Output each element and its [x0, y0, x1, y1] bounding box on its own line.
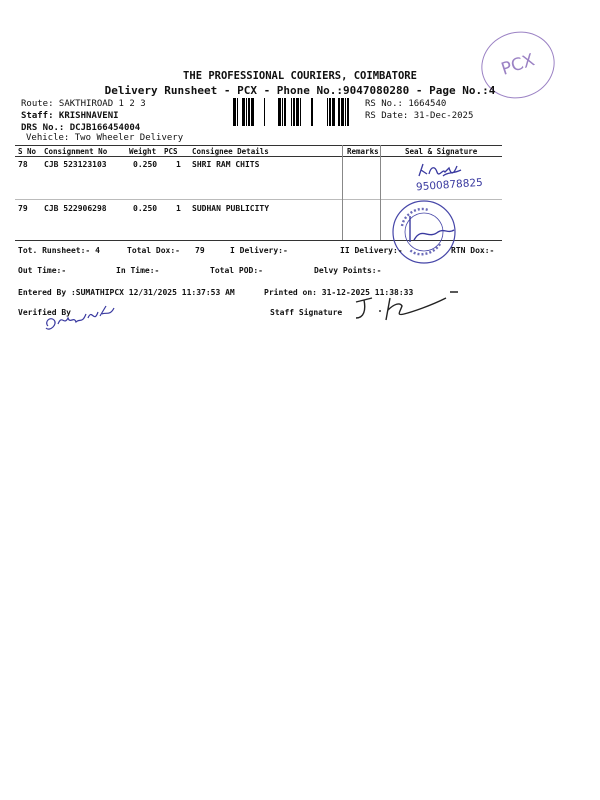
col-remarks: Remarks: [347, 147, 379, 156]
total-dox-label: Total Dox:-: [127, 246, 180, 255]
drs-number: DRS No.: DCJB166454004: [21, 123, 141, 133]
in-time: In Time:-: [116, 266, 160, 275]
vehicle-label: Vehicle: Two Wheeler Delivery: [26, 133, 184, 143]
barcode-bar: [345, 98, 346, 126]
col-consignee: Consignee Details: [192, 147, 269, 156]
tot-runsheet: Tot. Runsheet:- 4: [18, 246, 100, 255]
barcode-bar: [278, 98, 281, 126]
barcode-bar: [296, 98, 299, 126]
remarks-divider: [342, 145, 343, 240]
barcode-bar: [329, 98, 331, 126]
total-pod: Total POD:-: [210, 266, 263, 275]
row-pcs: 1: [176, 204, 181, 213]
i-delivery: I Delivery:-: [230, 246, 288, 255]
barcode-bar: [264, 98, 265, 126]
row-weight: 0.250: [133, 204, 158, 213]
barcode-bar: [242, 98, 245, 126]
row-sno: 79: [18, 204, 28, 213]
route-label: Route: SAKTHIROAD 1 2 3: [21, 99, 146, 109]
barcode-bar: [293, 98, 295, 126]
col-seal-signature: Seal & Signature: [405, 147, 478, 156]
staff-label: Staff: KRISHNAVENI: [21, 111, 119, 121]
row-sno: 78: [18, 160, 28, 169]
barcode-bar: [311, 98, 313, 126]
barcode: [233, 98, 361, 126]
company-title: THE PROFESSIONAL COURIERS, COIMBATORE: [183, 70, 417, 82]
barcode-bar: [248, 98, 250, 126]
rs-date: RS Date: 31-Dec-2025: [365, 111, 474, 121]
row-pcs: 1: [176, 160, 181, 169]
col-sno: S No: [18, 147, 37, 156]
row-consignment: CJB 523123103: [44, 160, 107, 169]
ii-delivery: II Delivery:-: [340, 246, 403, 255]
barcode-bar: [341, 98, 344, 126]
col-weight: Weight: [129, 147, 157, 156]
signature-divider: [380, 145, 381, 240]
barcode-bar: [332, 98, 335, 126]
barcode-bar: [291, 98, 292, 126]
staff-signature-label: Staff Signature: [270, 308, 343, 317]
barcode-bar: [338, 98, 340, 126]
total-dox-value: 79: [195, 246, 205, 255]
barcode-bar: [237, 98, 238, 126]
row-weight: 0.250: [133, 160, 158, 169]
rs-number: RS No.: 1664540: [365, 99, 447, 109]
recipient-phone: 9500878825: [415, 176, 484, 194]
barcode-bar: [300, 98, 301, 126]
barcode-bar: [282, 98, 283, 126]
printed-on: Printed on: 31-12-2025 11:38:33: [264, 288, 414, 297]
barcode-bar: [233, 98, 236, 126]
row-consignee: SUDHAN PUBLICITY: [192, 204, 270, 213]
company-seal: [388, 196, 460, 268]
verifier-signature: [40, 296, 120, 336]
col-pcs: PCS: [164, 147, 178, 156]
verified-by-label: Verified By: [18, 308, 71, 317]
staff-signature: [350, 288, 470, 328]
runsheet-subtitle: Delivery Runsheet - PCX - Phone No.:9047080280 - Page No.:4: [104, 84, 496, 97]
col-consignment: Consignment No: [44, 147, 108, 156]
barcode-bar: [327, 98, 328, 126]
entered-by: Entered By :SUMATHIPCX 12/31/2025 11:37:53 AM: [18, 288, 235, 297]
barcode-bar: [284, 98, 286, 126]
stamp-label: PCX: [498, 50, 538, 80]
row-consignee: SHRI RAM CHITS: [192, 160, 260, 169]
out-time: Out Time:-: [18, 266, 67, 275]
table-top-rule: [15, 145, 502, 146]
barcode-bar: [251, 98, 254, 126]
table-header-rule: [15, 156, 502, 157]
barcode-bar: [347, 98, 349, 126]
row-consignment: CJB 522906298: [44, 204, 107, 213]
delvy-points: Delvy Points:-: [314, 266, 382, 275]
barcode-bar: [246, 98, 247, 126]
rtn-dox: RTN Dox:-: [451, 246, 495, 255]
